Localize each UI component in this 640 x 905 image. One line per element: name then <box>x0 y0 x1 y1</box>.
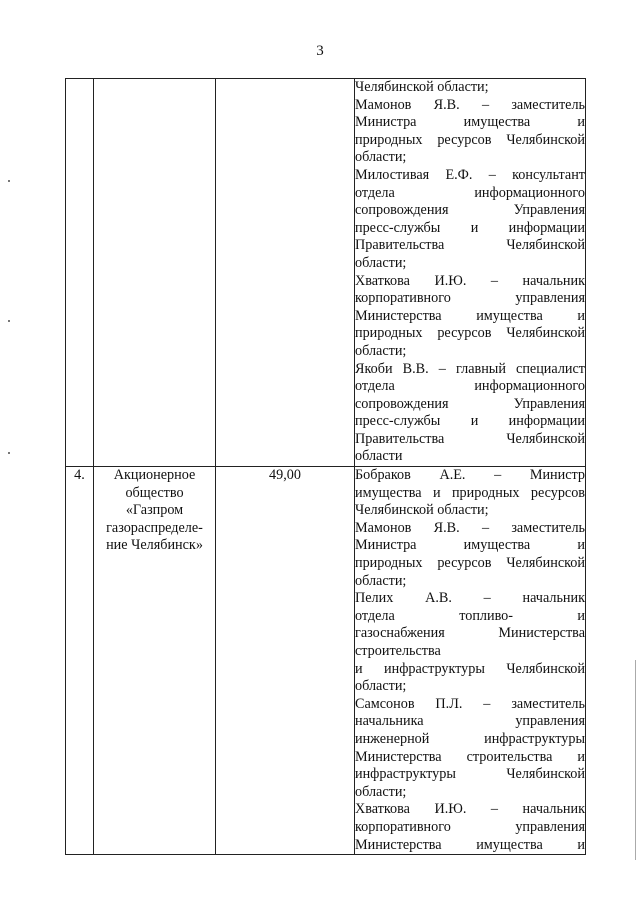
representative-line: сопровождения Управления <box>355 202 585 219</box>
margin-mark <box>8 452 10 454</box>
organization-name <box>94 79 216 467</box>
representative-line: Самсонов П.Л. – заместитель <box>355 695 585 712</box>
representative-line: Министра имущества и <box>355 114 585 131</box>
representative-line: Мамонов Я.В. – заместитель <box>355 96 585 113</box>
representatives-list <box>355 79 586 467</box>
representative-line: инфраструктуры Челябинской <box>355 766 585 783</box>
representative-line: области; <box>355 342 407 359</box>
organization-name-line: ние Челябинск» <box>106 537 203 554</box>
representative-line: Министра имущества и <box>355 537 585 554</box>
representatives-list <box>355 467 586 855</box>
shareholder-table <box>65 78 586 855</box>
table-row <box>66 467 586 855</box>
representative-line: Хваткова И.Ю. – начальник <box>355 272 585 289</box>
representative-line: области; <box>355 678 407 695</box>
representative-line: области; <box>355 572 407 589</box>
representative-line: природных ресурсов Челябинской <box>355 131 585 148</box>
representative-line: области <box>355 448 403 465</box>
representative-line: Милостивая Е.Ф. – консультант <box>355 166 585 183</box>
representative-line: Министерства строительства и <box>355 748 585 765</box>
representative-line: области; <box>355 783 407 800</box>
representative-line: Мамонов Я.В. – заместитель <box>355 519 585 536</box>
margin-mark <box>8 180 10 182</box>
representative-line: корпоративного управления <box>355 290 585 307</box>
page-number: 3 <box>316 43 324 59</box>
representative-line: природных ресурсов Челябинской <box>355 325 585 342</box>
margin-mark <box>8 320 10 322</box>
representative-line: Бобраков А.Е. – Министр <box>355 467 585 484</box>
representative-line: Челябинской области; <box>355 79 489 95</box>
row-number: 4. <box>66 467 94 855</box>
organization-name <box>94 467 216 855</box>
representative-line: строительства <box>355 643 441 659</box>
organization-name-line: общество <box>125 484 184 501</box>
representative-line: газоснабжения Министерства <box>355 625 585 642</box>
representative-line: пресс-службы и информации <box>355 219 585 236</box>
representative-line: Министерства имущества и <box>355 836 585 853</box>
representative-line: отдела информационного <box>355 378 585 395</box>
representative-line: Министерства имущества и <box>355 307 585 324</box>
representative-line: имущества и природных ресурсов <box>355 484 585 501</box>
page-edge-shadow <box>635 660 636 860</box>
representative-line: пресс-службы и информации <box>355 413 585 430</box>
representative-line: области; <box>355 254 407 271</box>
representative-line: Правительства Челябинской <box>355 430 585 447</box>
representative-line: и инфраструктуры Челябинской <box>355 660 585 677</box>
share-percent <box>216 79 355 467</box>
representative-line: отдела информационного <box>355 184 585 201</box>
representative-line: Якоби В.В. – главный специалист <box>355 360 585 377</box>
row-number <box>66 79 94 467</box>
representative-line: инженерной инфраструктуры <box>355 730 585 747</box>
representative-line: начальника управления <box>355 713 585 730</box>
organization-name-line: газораспределе- <box>106 519 203 536</box>
representative-line: Пелих А.В. – начальник <box>355 590 585 607</box>
representative-line: корпоративного управления <box>355 818 585 835</box>
representative-line: Челябинской области; <box>355 502 489 519</box>
organization-name-line: «Газпром <box>125 502 184 519</box>
share-percent: 49,00 <box>216 467 355 855</box>
representative-line: сопровождения Управления <box>355 395 585 412</box>
representative-line: отдела топливо- и <box>355 607 585 624</box>
representative-line: Правительства Челябинской <box>355 237 585 254</box>
organization-name-line: Акционерное <box>113 467 196 484</box>
representative-line: природных ресурсов Челябинской <box>355 555 585 572</box>
table-row <box>66 79 586 467</box>
representative-line: Хваткова И.Ю. – начальник <box>355 801 585 818</box>
representative-line: области; <box>355 149 407 166</box>
